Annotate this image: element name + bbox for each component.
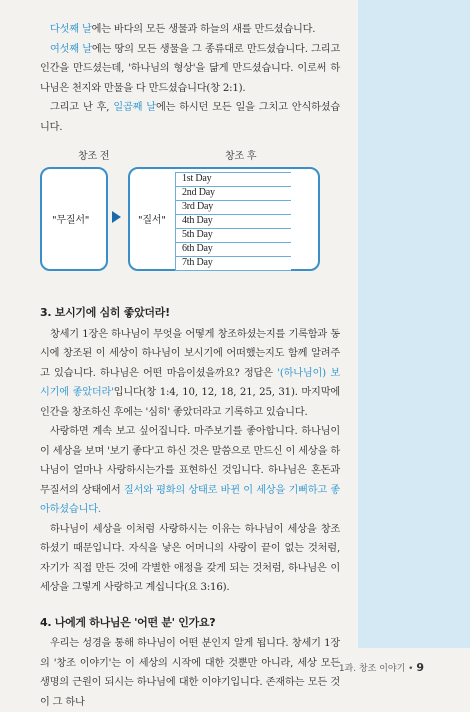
highlight-order-peace: 질서와 평화의 상태로 바뀐 이 세상을 기뻐하고 좋아하셨습니다. [40, 484, 340, 515]
lesson-title: 1과. 창조 이야기 • [338, 664, 414, 674]
section3-paragraph-3: 하나님이 세상을 이처럼 사랑하시는 이유는 하나님이 세상을 창조하셨기 때문입니다. 자식을 낳은 어머니의 사랑이 끝이 없는 것처럼, 자기가 직접 만든 것에 각별한 애정을 갖게 되는 것처럼, 하나님은 이 세상을 그렇게 사랑하고 계십니다(요 3:16). [40, 523, 340, 593]
arrow-right-icon [112, 211, 121, 223]
page-footer [339, 661, 424, 674]
highlight-day6: 여섯째 날 [50, 43, 92, 55]
section4-paragraph-1: 우리는 성경을 통해 하나님이 어떤 분인지 알게 됩니다. 창세기 1장의 '창조 이야기'는 이 세상의 시작에 대한 것뿐만 아니라, 세상 모든 생명의 근원이 되시는 하나님에 대한 이야기입니다. 존재하는 모든 것이 그 하나 [40, 638, 340, 708]
page-content [40, 20, 340, 712]
section3-paragraph-2: 사랑하면 계속 보고 싶어집니다. 마주보기를 좋아합니다. 하나님이 이 세상을 보며 '보기 좋다'고 하신 것은 말씀으로 만드신 이 세상을 하나님이 얼마나 사랑하시는가를 표현하신 것입니다. 하나님은 혼돈과 무질서의 상태에서 질서와 평화의 상태로 바뀐 이 세상을 기뻐하고 좋아하셨습니다. [40, 426, 340, 515]
paragraph-day5: 다섯째 날에는 바다의 모든 생물과 하늘의 새를 만드셨습니다. [50, 24, 316, 35]
before-label: 창조 전 [78, 151, 110, 162]
highlight-day7: 일곱째 날 [113, 102, 156, 113]
paragraph-day7: 그리고 난 후, 일곱째 날에는 하시던 모든 일을 그치고 안식하셨습니다. [40, 102, 341, 133]
day-row: 4th Day [176, 215, 291, 229]
paragraph-day6: 여섯째 날에는 땅의 모든 생물을 그 종류대로 만드셨습니다. 그리고 인간을 만드셨는데, '하나님의 형상'을 닮게 만드셨습니다. 이로써 하나님은 천지와 만물을 다 만드셨습니다(창 2:1). [40, 43, 340, 94]
day-row: 5th Day [176, 229, 291, 243]
day-row: 1st Day [176, 172, 291, 187]
section4-heading: 4. 나에게 하나님은 '어떤 분' 인가요? [40, 615, 216, 629]
after-word: "질서" [138, 215, 166, 226]
day-row: 3rd Day [176, 201, 291, 215]
day-row: 6th Day [176, 243, 291, 257]
highlight-good: '(하나님이) 보시기에 좋았더라' [40, 367, 340, 398]
page-number: 9 [416, 661, 424, 674]
creation-diagram [40, 147, 340, 285]
days-list [175, 172, 291, 271]
after-label: 창조 후 [225, 151, 257, 162]
before-box [40, 167, 108, 271]
sidebar-band [358, 0, 470, 648]
day-row: 7th Day [176, 257, 291, 271]
day-row: 2nd Day [176, 187, 291, 201]
section3-paragraph-1: 창세기 1장은 하나님이 무엇을 어떻게 창조하셨는지를 기록함과 동시에 창조된 이 세상이 하나님이 보시기에 어떠했는지도 함께 알려주고 있습니다. 하나님은 어떤 마음이셨을까요? 정답은 '(하나님이) 보시기에 좋았더라'입니다(창 1:4, 10, 12, 18, 21, 25, 31). 마지막에 인간을 창조하신 후에는 '심히' 좋았더라고 기록하고 있습니다. [40, 328, 340, 418]
section3-heading: 3. 보시기에 심히 좋았더라! [40, 306, 170, 319]
before-word: "무질서" [52, 215, 90, 226]
highlight-day5: 다섯째 날 [50, 24, 92, 35]
